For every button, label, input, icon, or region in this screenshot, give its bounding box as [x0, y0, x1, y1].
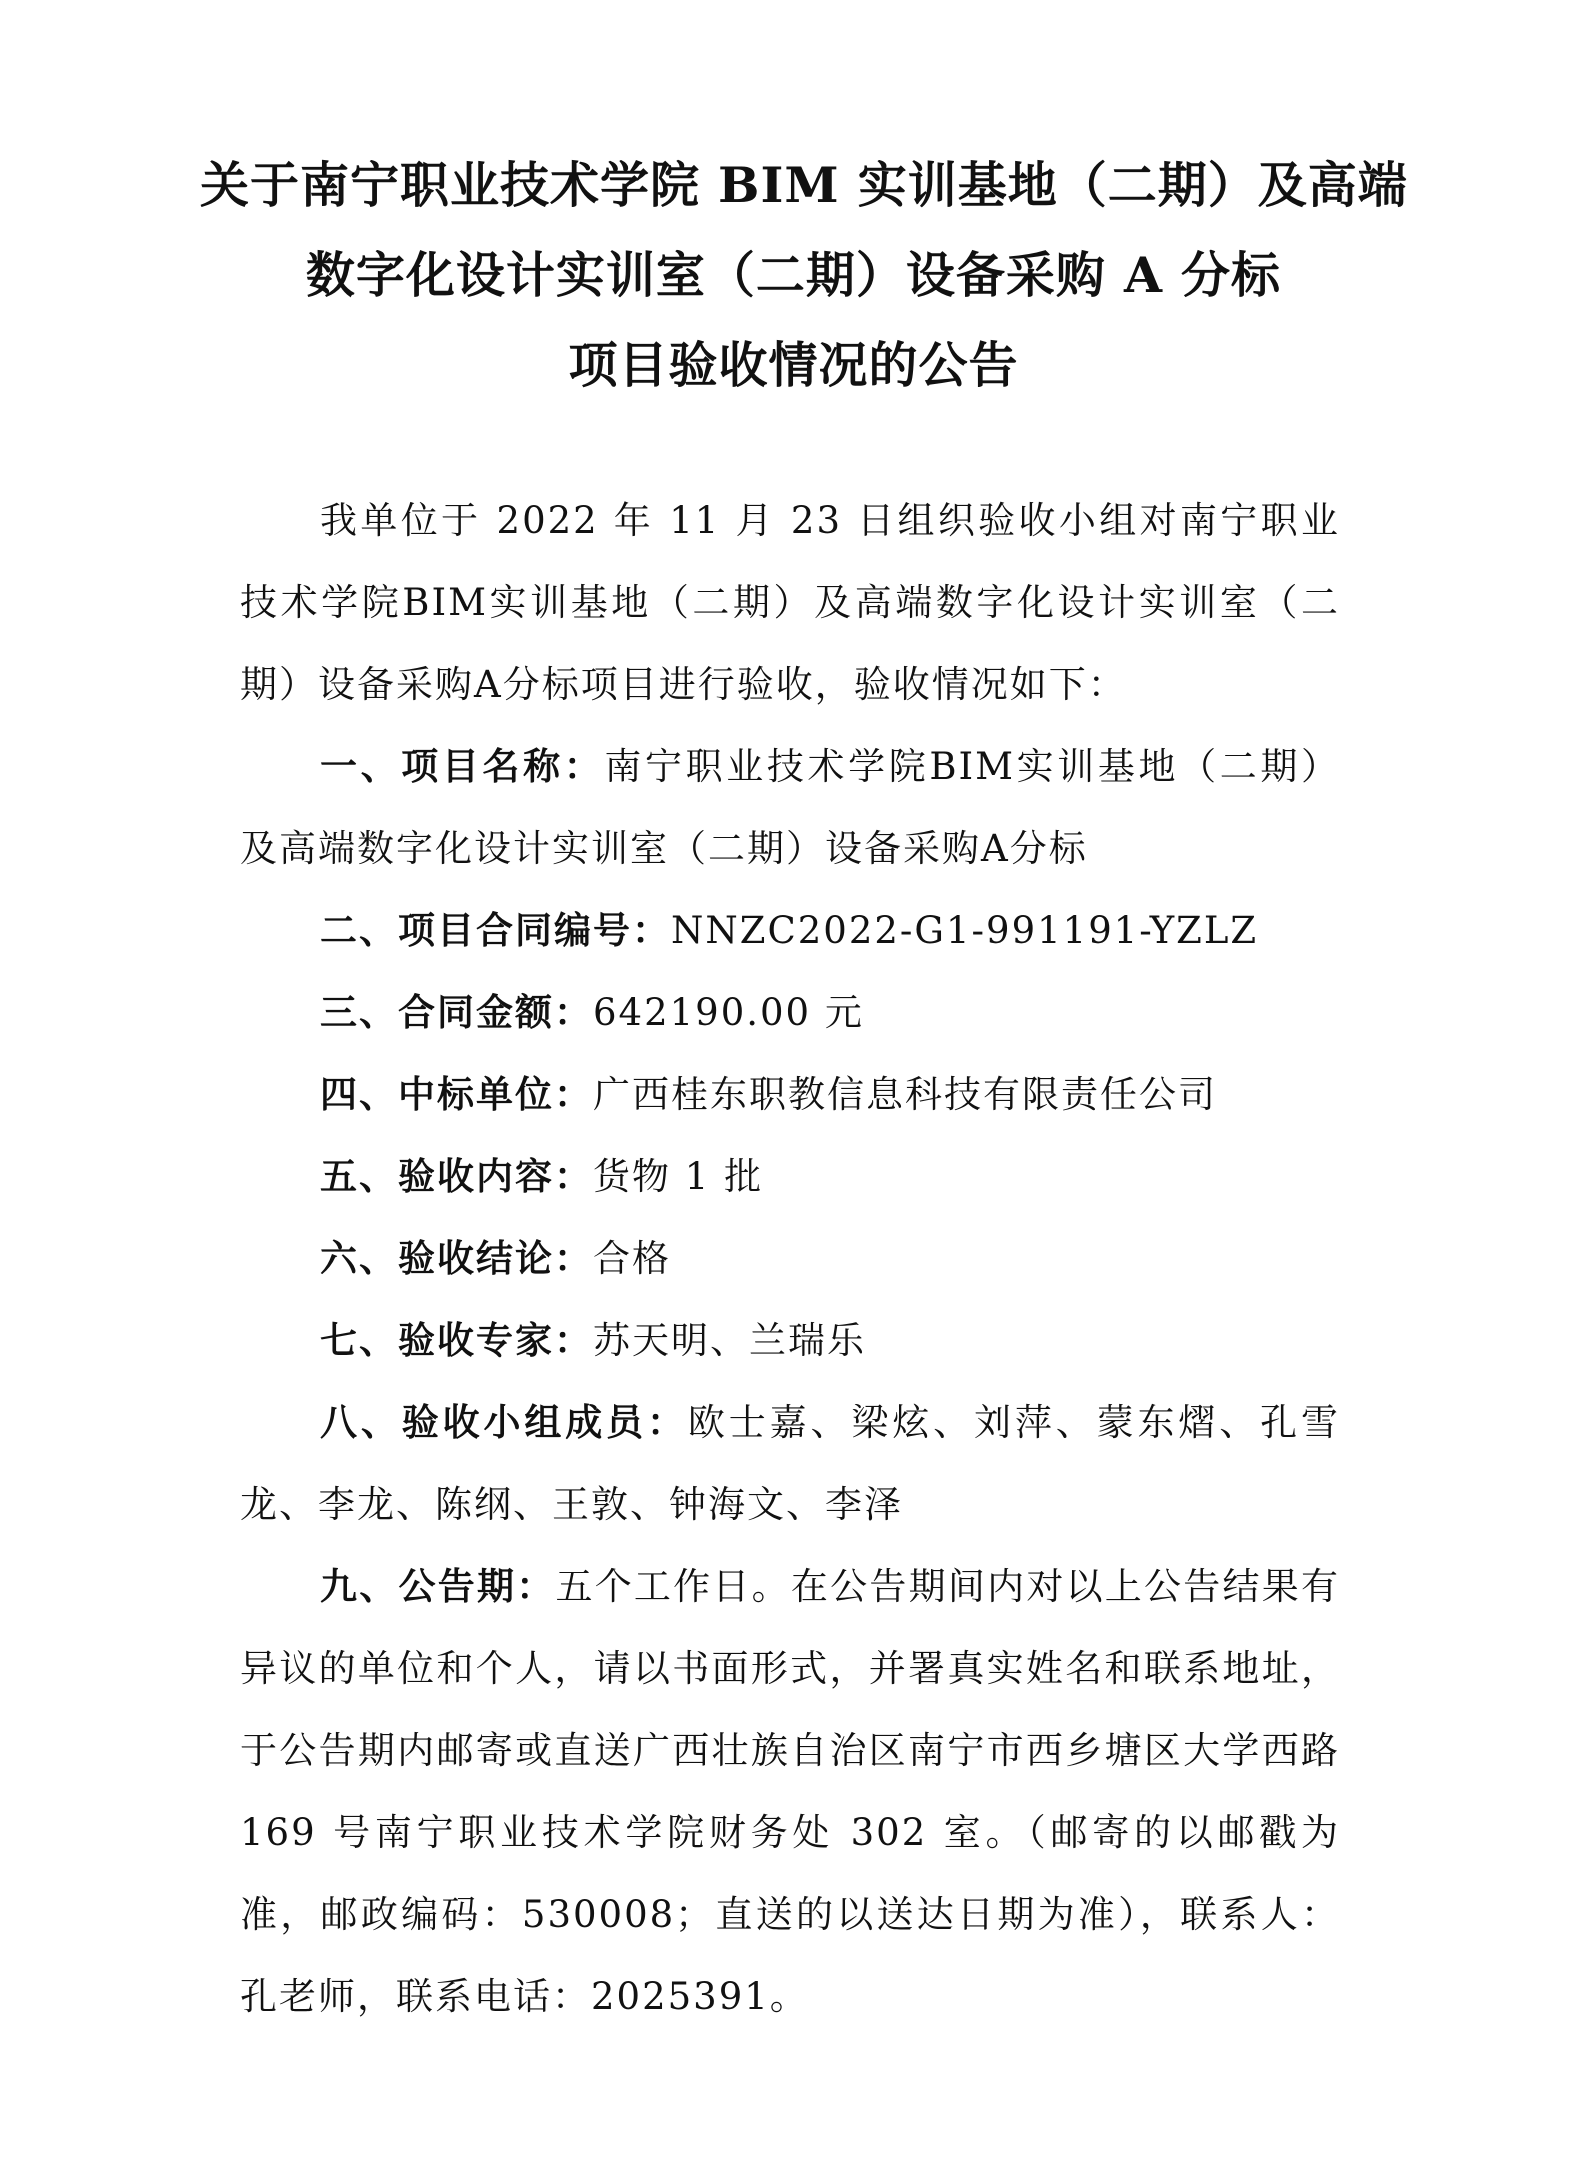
item-acceptance-experts [240, 1300, 1340, 1382]
item-value: 广西桂东职教信息科技有限责任公司 [593, 1073, 1217, 1116]
item-label: 四、中标单位： [320, 1073, 593, 1116]
item-value: NNZC2022-G1-991191-YZLZ [671, 909, 1259, 952]
item-project-name [240, 726, 1340, 890]
item-label: 八、验收小组成员： [320, 1401, 688, 1444]
item-acceptance-content [240, 1136, 1340, 1218]
item-announcement-period [240, 1546, 1340, 2038]
title-line-1: 关于南宁职业技术学院 BIM 实训基地（二期）及高端 [200, 156, 1408, 214]
item-contract-amount [240, 972, 1340, 1054]
item-value: 642190.00 元 [593, 991, 864, 1034]
item-label: 六、验收结论： [320, 1237, 593, 1280]
item-value: 南宁职业技术学院BIM实训基地（二期）及高端数字化设计实训室（二期）设备采购A分标 [240, 745, 1340, 870]
item-label: 九、公告期： [320, 1565, 556, 1608]
item-value: 苏天明、兰瑞乐 [593, 1319, 866, 1362]
item-acceptance-conclusion [240, 1218, 1340, 1300]
item-value: 合格 [593, 1237, 671, 1280]
item-label: 七、验收专家： [320, 1319, 593, 1362]
document-title [200, 140, 1408, 410]
item-team-members [240, 1382, 1340, 1546]
item-winning-bidder [240, 1054, 1340, 1136]
item-label: 三、合同金额： [320, 991, 593, 1034]
item-contract-number [240, 890, 1340, 972]
item-value: 欧士嘉、梁炫、刘萍、蒙东熠、孔雪龙、李龙、陈纲、王敦、钟海文、李泽 [240, 1401, 1340, 1526]
intro-paragraph: 我单位于 2022 年 11 月 23 日组织验收小组对南宁职业技术学院BIM实训基地（二期）及高端数字化设计实训室（二期）设备采购A分标项目进行验收，验收情况如下： [240, 499, 1340, 706]
item-label: 二、项目合同编号： [320, 909, 671, 952]
item-value: 货物 1 批 [593, 1155, 764, 1198]
title-line-3: 项目验收情况的公告 [568, 336, 1019, 394]
item-label: 五、验收内容： [320, 1155, 593, 1198]
document-body [240, 480, 1340, 2038]
item-value: 五个工作日。在公告期间内对以上公告结果有异议的单位和个人，请以书面形式，并署真实姓名和联系地址，于公告期内邮寄或直送广西壮族自治区南宁市西乡塘区大学西路 169 号南宁职业技术学院财务处 302 室。（邮寄的以邮戳为准，邮政编码：530008；直送的以送达日期为准），联系人：孔老师，联系电话：2025391。 [240, 1565, 1341, 2018]
item-label: 一、项目名称： [320, 745, 605, 788]
title-line-2: 数字化设计实训室（二期）设备采购 A 分标 [305, 246, 1282, 304]
